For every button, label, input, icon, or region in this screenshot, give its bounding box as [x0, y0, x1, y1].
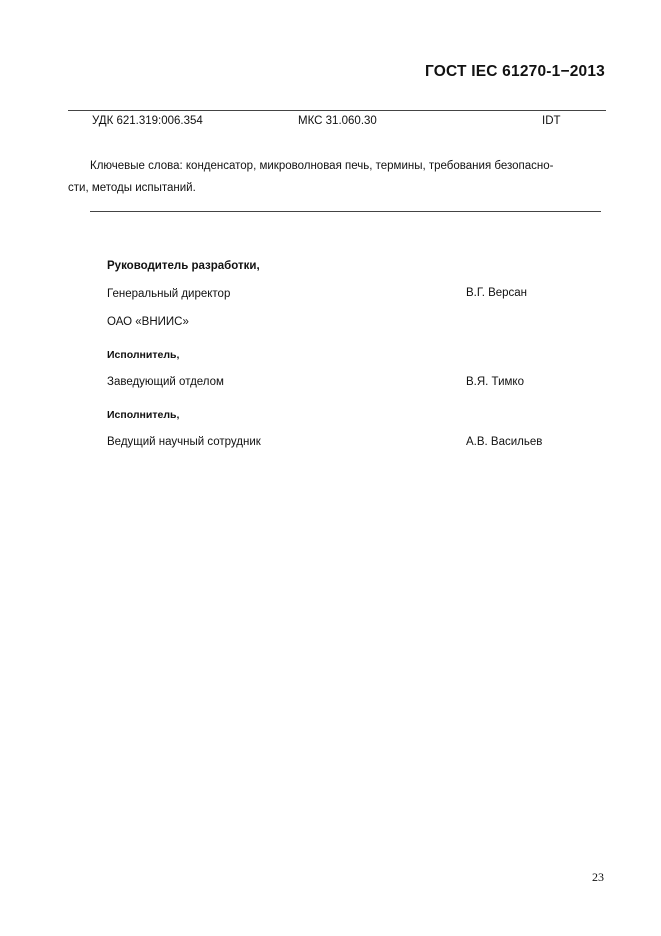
- top-divider: [68, 110, 606, 111]
- idt-mark: IDT: [542, 115, 561, 127]
- executor1-role: Заведующий отделом: [107, 376, 224, 388]
- executor2-role: Ведущий научный сотрудник: [107, 436, 261, 448]
- lead-name: В.Г. Версан: [466, 287, 528, 299]
- lead-org: ОАО «ВНИИС»: [107, 316, 189, 328]
- lead-role: Генеральный директор: [107, 288, 231, 300]
- page-number: 23: [592, 870, 604, 884]
- document-title: ГОСТ IEC 61270-1−2013: [425, 63, 605, 80]
- keywords-line1: : конденсатор, микроволновая печь, термины, требования безопасно-: [179, 160, 554, 172]
- executor1-name: В.Я. Тимко: [466, 376, 524, 388]
- keywords-label: Ключевые слова: [90, 160, 180, 172]
- executor2-heading: Исполнитель,: [107, 409, 180, 421]
- executor1-heading: Исполнитель,: [107, 349, 180, 361]
- bottom-divider: [90, 211, 601, 212]
- keywords-line2: сти, методы испытаний.: [68, 182, 196, 194]
- executor2-name: А.В. Васильев: [466, 436, 543, 448]
- mks-code: МКС 31.060.30: [298, 115, 377, 127]
- keywords-paragraph: [68, 155, 602, 199]
- udk-code: УДК 621.319:006.354: [92, 115, 203, 127]
- lead-heading: Руководитель разработки,: [107, 260, 260, 272]
